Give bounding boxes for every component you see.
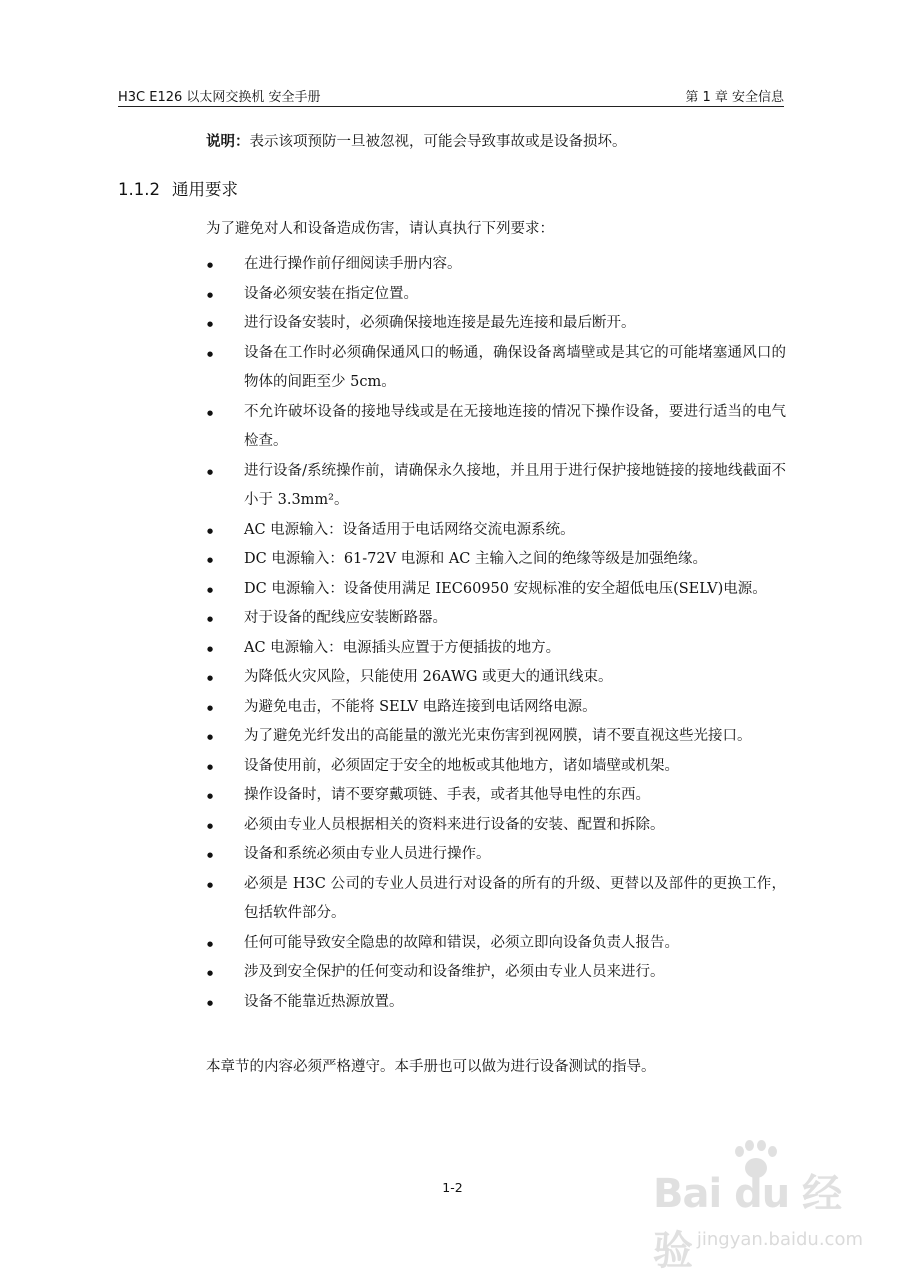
page-number: 1-2 xyxy=(442,1180,463,1195)
list-item-text: 设备不能靠近热源放置。 xyxy=(244,993,404,1010)
list-item-text: 涉及到安全保护的任何变动和设备维护，必须由专业人员来进行。 xyxy=(244,964,665,980)
list-item-text: 必须是 H3C 公司的专业人员进行对设备的所有的升级、更替以及部件的更换工作，包括软件部分。 xyxy=(244,875,786,921)
watermark-url: jingyan.baidu.com xyxy=(696,1229,863,1250)
section-number: 1.1.2 xyxy=(118,180,160,199)
list-item-text: 进行设备/系统操作前，请确保永久接地，并且用于进行保护接地链接的接地线截面不小于 3.3mm²。 xyxy=(244,462,786,508)
list-item xyxy=(206,575,786,605)
note-text: 表示该项预防一旦被忽视，可能会导致事故或是设备损坏。 xyxy=(249,134,627,150)
requirements-list xyxy=(206,250,786,1017)
note-label: 说明： xyxy=(206,133,250,150)
closing-paragraph: 本章节的内容必须严格遵守。本手册也可以做为进行设备测试的指导。 xyxy=(206,1059,656,1075)
list-item xyxy=(206,663,786,693)
list-item xyxy=(206,309,786,339)
note-line xyxy=(206,130,627,151)
list-item-text: 为避免电击，不能将 SELV 电路连接到电话网络电源。 xyxy=(244,698,597,715)
section-heading xyxy=(118,176,238,200)
list-item-text: 为了避免光纤发出的高能量的激光光束伤害到视网膜，请不要直视这些光接口。 xyxy=(244,728,752,744)
list-item xyxy=(206,250,786,280)
list-item-text: 设备在工作时必须确保通风口的畅通，确保设备离墙壁或是其它的可能堵塞通风口的物体的间距至少 5cm。 xyxy=(244,344,786,390)
list-item-text: DC 电源输入：61-72V 电源和 AC 主输入之间的绝缘等级是加强绝缘。 xyxy=(244,551,707,567)
list-item-text: AC 电源输入：设备适用于电话网络交流电源系统。 xyxy=(244,521,575,538)
list-item xyxy=(206,545,786,575)
page-header xyxy=(118,84,784,107)
list-item-text: 任何可能导致安全隐患的故障和错误，必须立即向设备负责人报告。 xyxy=(244,934,679,951)
header-doc-title: H3C E126 以太网交换机 安全手册 xyxy=(118,90,321,105)
list-item xyxy=(206,988,786,1018)
list-item-text: 进行设备安装时，必须确保接地连接是最先连接和最后断开。 xyxy=(244,315,636,331)
intro-paragraph: 为了避免对人和设备造成伤害，请认真执行下列要求： xyxy=(206,221,554,237)
list-item-text: 操作设备时，请不要穿戴项链、手表，或者其他导电性的东西。 xyxy=(244,787,650,803)
list-item-text: 必须由专业人员根据相关的资料来进行设备的安装、配置和拆除。 xyxy=(244,816,665,833)
list-item xyxy=(206,634,786,664)
list-item-text: 不允许破坏设备的接地导线或是在无接地连接的情况下操作设备，要进行适当的电气检查。 xyxy=(244,403,786,449)
list-item xyxy=(206,840,786,870)
section-title: 通用要求 xyxy=(171,180,238,199)
list-item-text: 设备必须安装在指定位置。 xyxy=(244,285,418,302)
list-item xyxy=(206,781,786,811)
list-item xyxy=(206,693,786,723)
list-item-text: DC 电源输入：设备使用满足 IEC60950 安规标准的安全超低电压(SELV)电源。 xyxy=(244,580,767,597)
list-item-text: 设备和系统必须由专业人员进行操作。 xyxy=(244,846,491,862)
list-item xyxy=(206,958,786,988)
list-item-text: 对于设备的配线应安装断路器。 xyxy=(244,610,447,626)
list-item-text: AC 电源输入：电源插头应置于方便插拔的地方。 xyxy=(244,639,561,656)
list-item xyxy=(206,752,786,782)
baidu-jingyan-watermark xyxy=(653,1140,863,1274)
list-item xyxy=(206,929,786,959)
list-item xyxy=(206,398,786,457)
list-item xyxy=(206,457,786,516)
list-item xyxy=(206,604,786,634)
watermark-brand: Bai du 经验 xyxy=(653,1171,842,1274)
list-item xyxy=(206,870,786,929)
list-item xyxy=(206,339,786,398)
header-chapter: 第 1 章 安全信息 xyxy=(685,90,784,105)
list-item xyxy=(206,811,786,841)
list-item-text: 在进行操作前仔细阅读手册内容。 xyxy=(244,256,462,272)
list-item-text: 为降低火灾风险，只能使用 26AWG 或更大的通讯线束。 xyxy=(244,669,613,685)
list-item-text: 设备使用前，必须固定于安全的地板或其他地方，诸如墙壁或机架。 xyxy=(244,757,679,774)
list-item xyxy=(206,516,786,546)
list-item xyxy=(206,280,786,310)
list-item xyxy=(206,722,786,752)
